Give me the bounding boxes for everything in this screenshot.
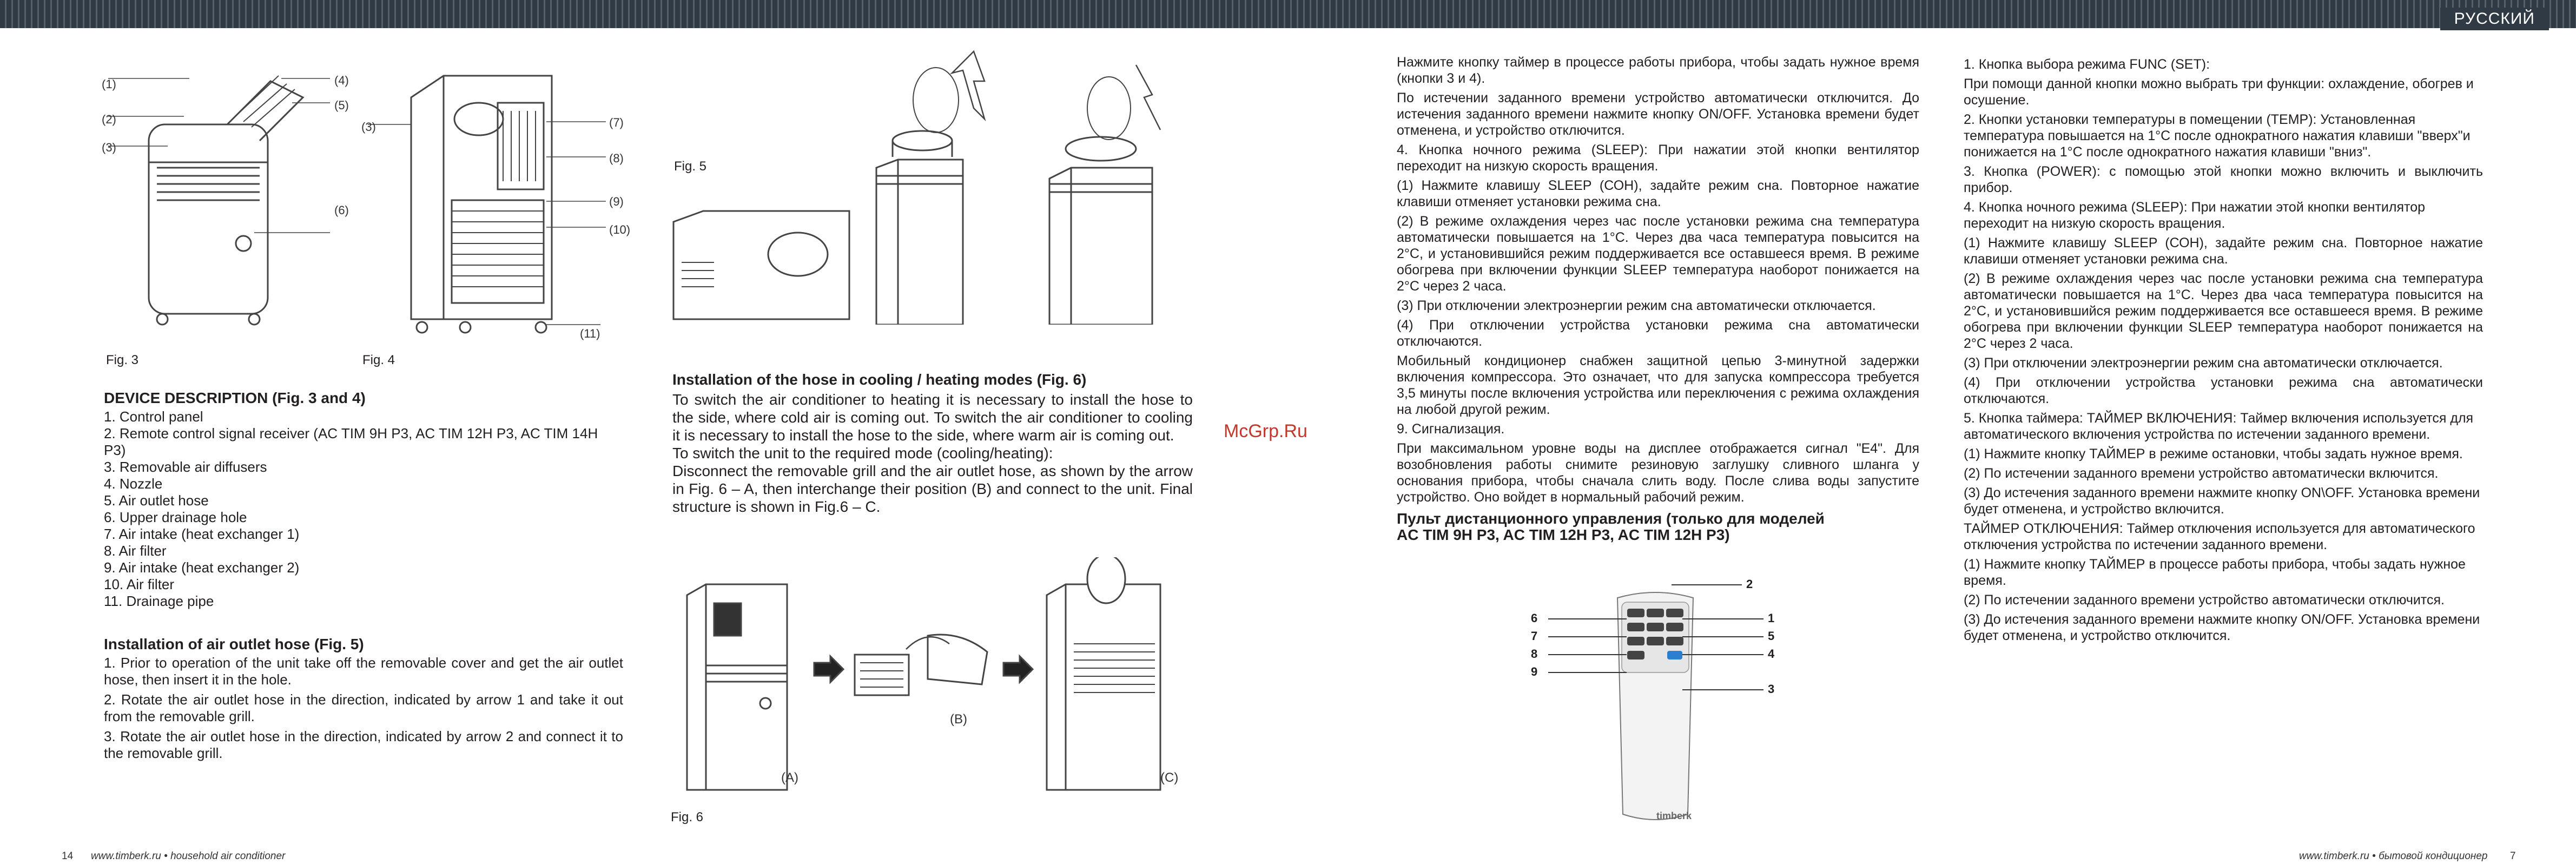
ru-paragraph: (3) До истечения заданного времени нажмите кнопку ON/OFF. Установка времени будет отменена, и устройство отключится. bbox=[1964, 612, 2480, 643]
hose-modes-paragraph-3: Disconnect the removable grill and the air outlet hose, as shown by the arrow in Fig. 6 – A, then interchange their position (B) and connect to the unit. Final structure is shown in Fig.6 – C. bbox=[672, 463, 1193, 515]
remote-callout-1: 1 bbox=[1768, 611, 1775, 625]
hose-step-3: 3. Rotate the air outlet hose in the direction, indicated by arrow 2 and connect it to the removable grill. bbox=[104, 728, 623, 761]
footer-right-text: www.timberk.ru • бытовой кондиционер bbox=[2299, 850, 2488, 862]
ru-paragraph: Нажмите кнопку таймер в процессе работы прибора, чтобы задать нужное время (кнопки 3 и 4). bbox=[1397, 55, 1919, 86]
remote-brand-logo: timberk bbox=[1656, 810, 1692, 821]
remote-callout-3: 3 bbox=[1768, 682, 1775, 696]
device-item: 6. Upper drainage hole bbox=[104, 509, 247, 525]
column-device-description bbox=[104, 390, 623, 765]
figure-5-illustration bbox=[671, 49, 1233, 325]
ru-paragraph: (4) При отключении устройства установки режима сна автоматически отключаются. bbox=[1964, 375, 2483, 406]
fig5-caption: Fig. 5 bbox=[674, 159, 707, 174]
remote-callout-9: 9 bbox=[1531, 665, 1538, 678]
ru-paragraph: 5. Кнопка таймера: ТАЙМЕР ВКЛЮЧЕНИЯ: Таймер включения используется для автоматического включения устройства по истечении заданного времени. bbox=[1964, 411, 2474, 442]
fig4-label-7: (7) bbox=[609, 116, 624, 129]
device-item: 1. Control panel bbox=[104, 408, 203, 425]
language-label: РУССКИЙ bbox=[2440, 8, 2549, 30]
column-russian-sleep-mode bbox=[1397, 54, 1919, 545]
fig4-label-8: (8) bbox=[609, 151, 624, 165]
ru-paragraph: (1) Нажмите кнопку ТАЙМЕР в процессе работы прибора, чтобы задать нужное время. bbox=[1964, 557, 2466, 588]
device-item: 4. Nozzle bbox=[104, 476, 163, 492]
device-item: 10. Air filter bbox=[104, 576, 175, 592]
ru-paragraph: (2) По истечении заданного времени устройство автоматически включится. bbox=[1964, 466, 2439, 481]
ru-paragraph: 9. Сигнализация. bbox=[1397, 421, 1505, 437]
fig6-label-a: (A) bbox=[781, 770, 798, 785]
fig3-label-1: (1) bbox=[102, 77, 116, 91]
watermark: McGrp.Ru bbox=[1224, 421, 1307, 441]
ru-paragraph: (3) При отключении электроэнергии режим сна автоматически отключается. bbox=[1964, 355, 2443, 371]
fig3-label-6: (6) bbox=[334, 203, 349, 217]
ru-paragraph: 3. Кнопка (POWER): с помощью этой кнопки можно включить и выключить прибор. bbox=[1964, 164, 2483, 195]
header-stripe-bar bbox=[0, 0, 2576, 28]
fig3-label-4: (4) bbox=[334, 74, 349, 87]
remote-callout-2: 2 bbox=[1746, 577, 1753, 591]
device-item: 2. Remote control signal receiver (AC TIM 9H P3, AC TIM 12H P3, AC TIM 14H P3) bbox=[104, 425, 598, 458]
ru-paragraph: 1. Кнопка выбора режима FUNC (SET): bbox=[1964, 57, 2210, 72]
fig4-label-9: (9) bbox=[609, 195, 624, 208]
figure-4-illustration bbox=[357, 65, 638, 341]
ru-paragraph: При помощи данной кнопки можно выбрать три функции: охлаждение, обогрев и осушение. bbox=[1964, 76, 2474, 108]
figure-6-illustration bbox=[673, 557, 1193, 795]
column-hose-modes bbox=[672, 371, 1193, 516]
remote-control-heading-line-2: AC TIM 9H P3, AC TIM 12H P3, AC TIM 12H P3) bbox=[1397, 526, 1730, 543]
column-russian-remote-functions bbox=[1964, 56, 2483, 647]
fig3-label-2: (2) bbox=[102, 113, 116, 126]
ru-paragraph: (2) В режиме охлаждения через час после установки режима сна температура автоматически повышается на 1°С. Через два часа температура повысится на 2°С, и установившийся режим поддерживается все оставшееся время. В режиме обогрева при включении функции SLEEP температура наоборот понижается на 2°С через 2 часа. bbox=[1964, 271, 2483, 351]
fig3-label-5: (5) bbox=[334, 98, 349, 112]
fig4-label-10: (10) bbox=[609, 223, 631, 236]
device-item: 9. Air intake (heat exchanger 2) bbox=[104, 559, 300, 576]
hose-modes-paragraph-1: To switch the air conditioner to heating it is necessary to install the hose to the side, where cold air is coming out. To switch the air conditioner to cooling it is necessary to install the hose to the side, where warm air is coming out. bbox=[672, 391, 1193, 444]
fig4-label-3: (3) bbox=[361, 120, 376, 134]
ru-paragraph: По истечении заданного времени устройство автоматически отключится. До истечения заданного времени нажмите кнопку ON/OFF. Установка времени будет отменена, и устройство отключится. bbox=[1397, 90, 1919, 138]
device-description-heading: DEVICE DESCRIPTION (Fig. 3 and 4) bbox=[104, 390, 366, 406]
footer-left-page-number: 14 bbox=[62, 850, 74, 862]
fig6-caption: Fig. 6 bbox=[671, 810, 704, 825]
remote-control-heading-line-1: Пульт дистанционного управления (только для моделей bbox=[1397, 510, 1825, 527]
ru-paragraph: ТАЙМЕР ОТКЛЮЧЕНИЯ: Таймер отключения используется для автоматического отключения устройства по истечении заданного времени. bbox=[1964, 521, 2475, 552]
device-item: 11. Drainage pipe bbox=[104, 593, 214, 609]
ru-paragraph: При максимальном уровне воды на дисплее отображается сигнал "E4". Для возобновления работы снимите резиновую заглушку сливного шланга у основания прибора, чтобы сначала слить воду. После слива воды запустите устройство. Оно войдет в нормальный рабочий режим. bbox=[1397, 441, 1919, 505]
ru-paragraph: (2) В режиме охлаждения через час после установки режима сна температура автоматически повышается на 1°С. Через два часа температура повысится на 2°С, и установившийся режим поддерживается все оставшееся время. В режиме обогрева при включении функции SLEEP температура наоборот понижается на 2°С через 2 часа. bbox=[1397, 214, 1919, 294]
ru-paragraph: 4. Кнопка ночного режима (SLEEP): При нажатии этой кнопки вентилятор переходит на низкую скорость вращения. bbox=[1964, 200, 2426, 231]
ru-paragraph: (1) Нажмите кнопку ТАЙМЕР в режиме остановки, чтобы задать нужное время. bbox=[1964, 446, 2463, 461]
ru-paragraph: 4. Кнопка ночного режима (SLEEP): При нажатии этой кнопки вентилятор переходит на низкую скорость вращения. bbox=[1397, 142, 1919, 174]
fig4-caption: Fig. 4 bbox=[362, 353, 395, 367]
fig3-caption: Fig. 3 bbox=[106, 353, 139, 367]
device-item: 5. Air outlet hose bbox=[104, 492, 209, 509]
remote-callout-5: 5 bbox=[1768, 629, 1775, 643]
hose-step-1: 1. Prior to operation of the unit take off the removable cover and get the air outlet hose, then insert it in the hole. bbox=[104, 655, 623, 688]
ru-paragraph: (3) До истечения заданного времени нажмите кнопку ON\OFF. Установка времени будет отменена, и устройство включится. bbox=[1964, 485, 2480, 517]
figure-3-illustration bbox=[97, 65, 357, 335]
ru-paragraph: (3) При отключении электроэнергии режим сна автоматически отключается. bbox=[1397, 298, 1876, 313]
device-item: 7. Air intake (heat exchanger 1) bbox=[104, 526, 300, 542]
footer-left-text: www.timberk.ru • household air conditioner bbox=[91, 850, 286, 862]
fig4-label-11: (11) bbox=[580, 327, 600, 340]
device-item: 8. Air filter bbox=[104, 543, 167, 559]
ru-paragraph: Мобильный кондиционер снабжен защитной цепью 3-минутной задержки включения компрессора. Это означает, что для запуска компрессора требуется 3,5 минуты после включения устройства или переключения с режима охлаждения на любой другой режим. bbox=[1397, 353, 1919, 417]
ru-paragraph: (4) При отключении устройства установки режима сна автоматически отключаются. bbox=[1397, 318, 1919, 349]
ru-paragraph: (1) Нажмите клавишу SLEEP (СОН), задайте режим сна. Повторное нажатие клавиши отменяет установки режима сна. bbox=[1397, 178, 1919, 209]
hose-modes-heading: Installation of the hose in cooling / heating modes (Fig. 6) bbox=[672, 371, 1087, 388]
remote-callout-7: 7 bbox=[1531, 629, 1538, 643]
fig6-label-b: (B) bbox=[950, 712, 967, 727]
fig6-label-c: (C) bbox=[1160, 770, 1179, 785]
remote-callout-8: 8 bbox=[1531, 647, 1538, 661]
remote-callout-6: 6 bbox=[1531, 611, 1538, 625]
hose-modes-paragraph-2: To switch the unit to the required mode (cooling/heating): bbox=[672, 445, 1053, 461]
hose-installation-heading: Installation of air outlet hose (Fig. 5) bbox=[104, 636, 364, 652]
footer-right-page-number: 7 bbox=[2510, 850, 2516, 862]
remote-callout-4: 4 bbox=[1768, 647, 1775, 661]
hose-step-2: 2. Rotate the air outlet hose in the direction, indicated by arrow 1 and take it out from the removable grill. bbox=[104, 691, 623, 724]
fig3-label-3: (3) bbox=[102, 141, 116, 154]
ru-paragraph: 2. Кнопки установки температуры в помещении (TEMP): Установленная температура повышается на 1°С после однократного нажатия клавиши "вверх"и понижается на 1°С после однократного нажатия клавиши "вниз". bbox=[1964, 112, 2471, 160]
ru-paragraph: (2) По истечении заданного времени устройство автоматически отключится. bbox=[1964, 592, 2445, 608]
remote-control-illustration bbox=[1607, 587, 1704, 825]
ru-paragraph: (1) Нажмите клавишу SLEEP (СОН), задайте режим сна. Повторное нажатие клавиши отменяет установки режима сна. bbox=[1964, 235, 2483, 267]
device-item: 3. Removable air diffusers bbox=[104, 459, 267, 475]
